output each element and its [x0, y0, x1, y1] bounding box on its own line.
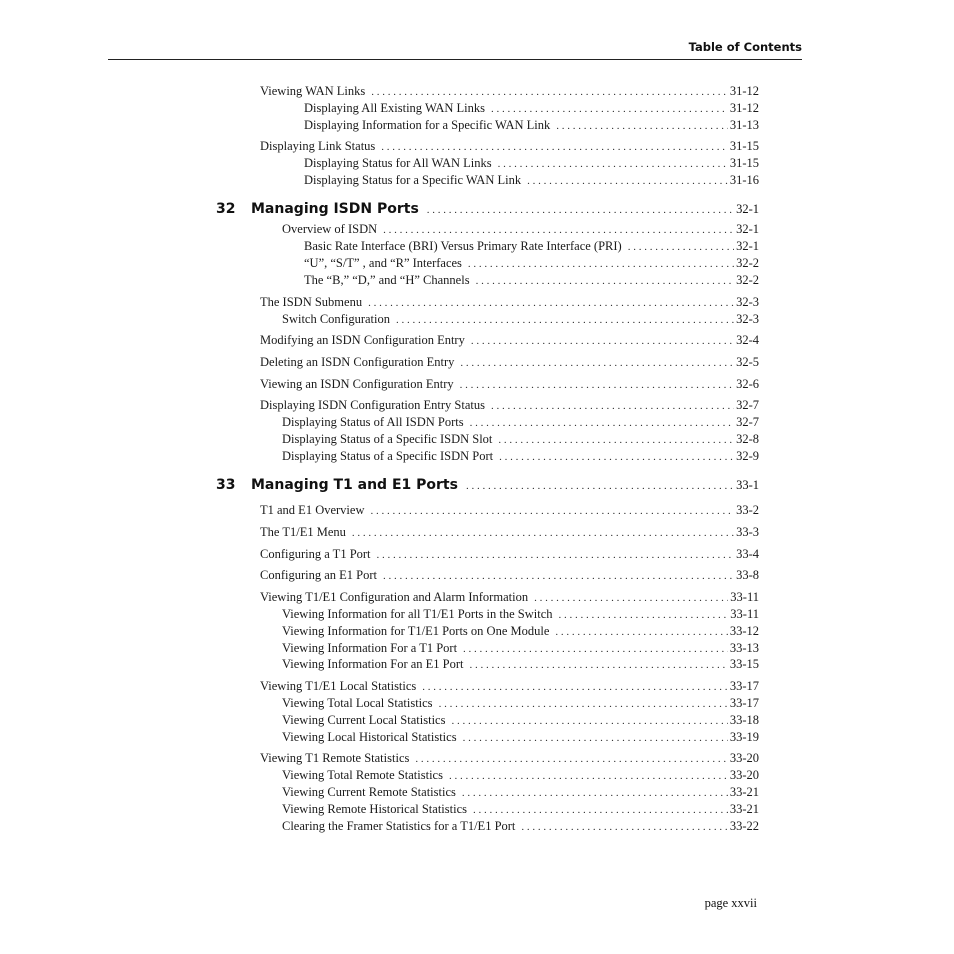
toc-entry-page: 33-13: [729, 641, 759, 655]
toc-entry-page: 33-22: [729, 819, 759, 833]
dot-leader: [427, 201, 732, 219]
toc-entry-title: Viewing Current Local Statistics: [282, 713, 446, 727]
dot-leader: [368, 295, 734, 311]
toc-entry-title: Basic Rate Interface (BRI) Versus Primary Rate Interface (PRI): [304, 239, 622, 253]
toc-entry[interactable]: [282, 221, 759, 238]
toc-entry-page: 33-11: [730, 590, 759, 604]
dot-leader: [449, 768, 728, 784]
chapter-heading[interactable]: [216, 476, 759, 495]
toc-entry-page: 31-15: [729, 156, 759, 170]
toc-entry-title: Deleting an ISDN Configuration Entry: [260, 355, 455, 369]
toc-entry[interactable]: [282, 431, 759, 448]
toc-entry[interactable]: [304, 155, 759, 172]
toc-entry-page: 31-12: [729, 101, 759, 115]
toc-entry[interactable]: [260, 546, 759, 563]
toc-entry-page: 32-6: [736, 377, 759, 391]
dot-leader: [460, 377, 734, 393]
dot-leader: [396, 312, 734, 328]
toc-entry-page: 33-17: [729, 696, 759, 710]
dot-leader: [470, 657, 728, 673]
dot-leader: [559, 607, 729, 623]
toc-entry-title: Displaying Status of a Specific ISDN Port: [282, 449, 494, 463]
toc-entry[interactable]: [304, 255, 759, 272]
toc-entry[interactable]: [304, 100, 759, 117]
toc-entry-page: 33-18: [729, 713, 759, 727]
dot-leader: [476, 273, 735, 289]
toc-entry-title: Displaying Status of All ISDN Ports: [282, 415, 464, 429]
dot-leader: [491, 101, 728, 117]
toc-entry[interactable]: [304, 272, 759, 289]
toc-entry-page: 33-20: [729, 768, 759, 782]
toc-entry[interactable]: [304, 172, 759, 189]
dot-leader: [468, 256, 734, 272]
toc-entry-title: “U”, “S/T” , and “R” Interfaces: [304, 256, 462, 270]
toc-entry[interactable]: [260, 502, 759, 519]
toc-entry-title: Viewing Information for T1/E1 Ports on One Module: [282, 624, 550, 638]
toc-entry-title: Viewing Information For an E1 Port: [282, 657, 464, 671]
dot-leader: [527, 173, 728, 189]
dot-leader: [534, 590, 728, 606]
toc-entry[interactable]: [260, 567, 759, 584]
dot-leader: [451, 713, 727, 729]
toc-entry-page: 32-2: [736, 273, 759, 287]
dot-leader: [460, 355, 734, 371]
toc-entry[interactable]: [260, 294, 759, 311]
toc-entry-title: Switch Configuration: [282, 312, 390, 326]
toc-entry-title: Overview of ISDN: [282, 222, 378, 236]
dot-leader: [628, 239, 734, 255]
toc-entry-page: 32-1: [736, 222, 759, 236]
page-number: page xxvii: [704, 896, 757, 910]
toc-entry-page: 31-16: [729, 173, 759, 187]
dot-leader: [470, 415, 734, 431]
toc-entry-title: The ISDN Submenu: [260, 295, 363, 309]
dot-leader: [415, 751, 727, 767]
toc-entry-page: 32-4: [736, 333, 759, 347]
toc-entry-page: 32-7: [736, 398, 759, 412]
toc-entry[interactable]: [282, 801, 759, 818]
toc-entry-page: 33-4: [736, 547, 759, 561]
toc-entry-page: 33-21: [729, 802, 759, 816]
toc-entry[interactable]: [260, 397, 759, 414]
toc-entry-title: Clearing the Framer Statistics for a T1/E1 Port: [282, 819, 516, 833]
toc-entry-page: 33-11: [730, 607, 759, 621]
toc-entry[interactable]: [260, 524, 759, 541]
toc-entry[interactable]: [260, 354, 759, 371]
toc-entry[interactable]: [260, 138, 759, 155]
toc-entry-page: 32-9: [736, 449, 759, 463]
dot-leader: [556, 118, 728, 134]
toc-entry-page: 33-20: [729, 751, 759, 765]
toc-entry-page: 32-8: [736, 432, 759, 446]
toc-entry[interactable]: [282, 606, 759, 623]
toc-entry-page: 32-7: [736, 415, 759, 429]
toc-entry-title: Modifying an ISDN Configuration Entry: [260, 333, 465, 347]
header-title: Table of Contents: [688, 40, 802, 54]
toc-entry-title: The T1/E1 Menu: [260, 525, 346, 539]
toc-entry[interactable]: [282, 623, 759, 640]
chapter-number: 32: [216, 201, 236, 217]
toc-entry[interactable]: [282, 414, 759, 431]
toc-entry-page: 33-17: [729, 679, 759, 693]
dot-leader: [498, 432, 734, 448]
dot-leader: [371, 84, 728, 100]
dot-leader: [383, 222, 734, 238]
dot-leader: [462, 785, 728, 801]
toc-entry-title: Viewing T1/E1 Configuration and Alarm Information: [260, 590, 529, 604]
dot-leader: [463, 641, 728, 657]
toc-entry[interactable]: [260, 750, 759, 767]
chapter-title: Managing T1 and E1 Ports: [251, 477, 458, 493]
toc-entry-title: Viewing WAN Links: [260, 84, 366, 98]
dot-leader: [471, 333, 734, 349]
dot-leader: [499, 449, 734, 465]
toc-entry[interactable]: [260, 678, 759, 695]
toc-entry-title: Displaying Information for a Specific WAN Link: [304, 118, 551, 132]
dot-leader: [498, 156, 728, 172]
toc-entry[interactable]: [282, 784, 759, 801]
dot-leader: [463, 730, 728, 746]
toc-entry[interactable]: [304, 238, 759, 255]
toc-entry-page: 32-1: [736, 239, 759, 253]
dot-leader: [383, 568, 734, 584]
toc-entry-title: The “B,” “D,” and “H” Channels: [304, 273, 470, 287]
toc-entry-page: 32-3: [736, 295, 759, 309]
dot-leader: [381, 139, 728, 155]
toc-entry[interactable]: [282, 311, 759, 328]
toc-entry-title: Viewing an ISDN Configuration Entry: [260, 377, 454, 391]
toc-entry[interactable]: [282, 818, 759, 835]
toc-entry-title: Displaying All Existing WAN Links: [304, 101, 486, 115]
toc-entry-title: Viewing Current Remote Statistics: [282, 785, 456, 799]
toc-entry-page: 33-12: [729, 624, 759, 638]
toc-entry-title: T1 and E1 Overview: [260, 503, 365, 517]
toc-entry-page: 33-3: [736, 525, 759, 539]
toc-entry-page: 33-19: [729, 730, 759, 744]
toc-entry-title: Displaying Link Status: [260, 139, 376, 153]
toc-entry-page: 31-13: [729, 118, 759, 132]
dot-leader: [352, 525, 734, 541]
toc-entry-title: Viewing T1 Remote Statistics: [260, 751, 410, 765]
dot-leader: [370, 503, 734, 519]
dot-leader: [521, 819, 727, 835]
toc-entry-title: Viewing T1/E1 Local Statistics: [260, 679, 417, 693]
toc-entry-page: 33-15: [729, 657, 759, 671]
toc-entry-page: 32-5: [736, 355, 759, 369]
toc-entry-title: Viewing Information For a T1 Port: [282, 641, 458, 655]
toc-entry[interactable]: [282, 767, 759, 784]
chapter-page: 33-1: [736, 478, 759, 492]
dot-leader: [473, 802, 728, 818]
toc-entry-page: 33-21: [729, 785, 759, 799]
toc-entry-page: 32-3: [736, 312, 759, 326]
dot-leader: [422, 679, 728, 695]
toc-entry[interactable]: [282, 448, 759, 465]
toc-entry[interactable]: [260, 332, 759, 349]
toc-entry[interactable]: [260, 83, 759, 100]
toc-entry[interactable]: [282, 695, 759, 712]
toc-entry-title: Displaying ISDN Configuration Entry Status: [260, 398, 485, 412]
chapter-title: Managing ISDN Ports: [251, 201, 419, 217]
toc-entry[interactable]: [282, 640, 759, 657]
toc-entry[interactable]: [260, 589, 759, 606]
toc-entry-title: Displaying Status for All WAN Links: [304, 156, 492, 170]
toc-entry-title: Displaying Status of a Specific ISDN Slot: [282, 432, 493, 446]
dot-leader: [466, 477, 732, 495]
toc-entry-page: 31-15: [729, 139, 759, 153]
toc-entry-page: 32-2: [736, 256, 759, 270]
toc-entry-title: Viewing Information for all T1/E1 Ports in the Switch: [282, 607, 553, 621]
dot-leader: [491, 398, 734, 414]
toc-entry-title: Configuring a T1 Port: [260, 547, 371, 561]
toc-entry[interactable]: [282, 712, 759, 729]
toc-entry-title: Viewing Total Remote Statistics: [282, 768, 443, 782]
toc-entry-title: Viewing Total Local Statistics: [282, 696, 433, 710]
chapter-number: 33: [216, 477, 236, 493]
dot-leader: [555, 624, 727, 640]
toc-entry-title: Configuring an E1 Port: [260, 568, 378, 582]
toc-entry[interactable]: [282, 656, 759, 673]
dot-leader: [439, 696, 728, 712]
header-rule: [108, 59, 802, 60]
toc-entry-page: 33-2: [736, 503, 759, 517]
dot-leader: [377, 547, 735, 563]
toc-entry[interactable]: [304, 117, 759, 134]
toc-entry[interactable]: [282, 729, 759, 746]
toc-entry-title: Viewing Remote Historical Statistics: [282, 802, 467, 816]
toc-entry-page: 31-12: [729, 84, 759, 98]
chapter-heading[interactable]: [216, 200, 759, 219]
chapter-page: 32-1: [736, 202, 759, 216]
toc-entry-page: 33-8: [736, 568, 759, 582]
toc-entry-title: Displaying Status for a Specific WAN Link: [304, 173, 522, 187]
toc-entry-title: Viewing Local Historical Statistics: [282, 730, 457, 744]
toc-entry[interactable]: [260, 376, 759, 393]
